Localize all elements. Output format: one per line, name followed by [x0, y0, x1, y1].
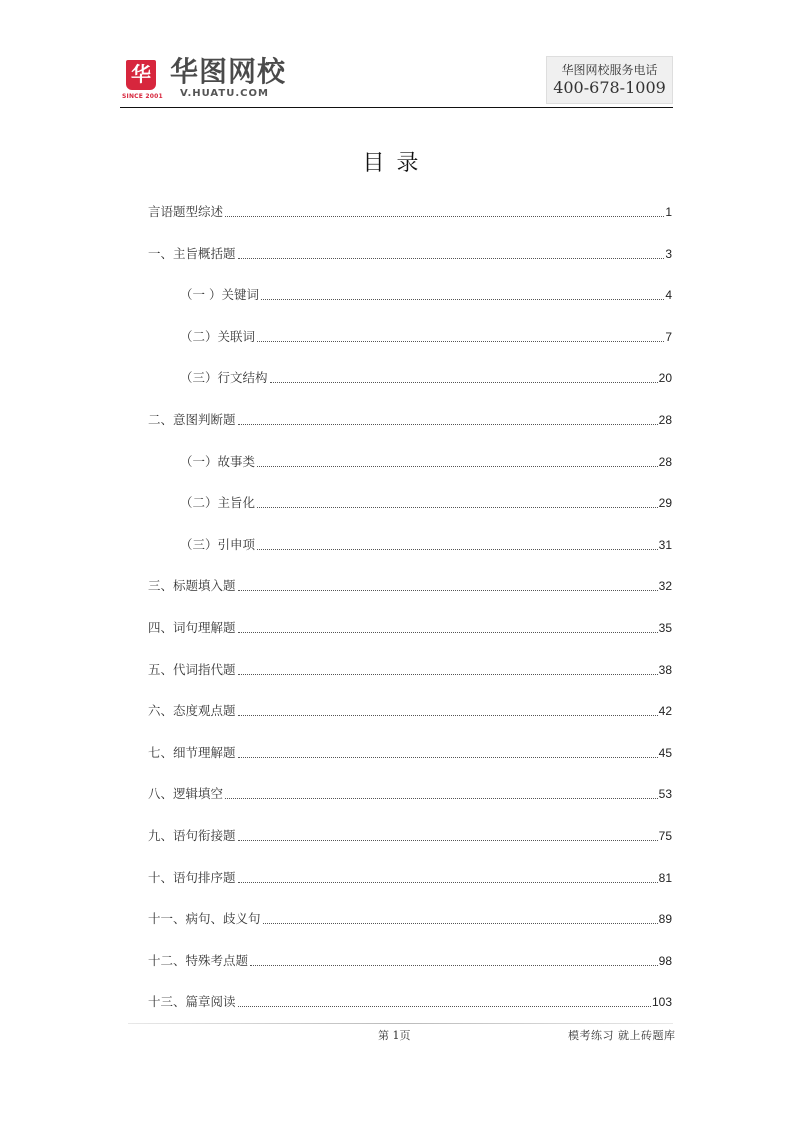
toc-entry-page: 103	[651, 995, 672, 1010]
toc-dot-leader	[238, 744, 658, 758]
toc-entry-label: 八、逻辑填空	[148, 786, 224, 802]
toc-entry-label: （一 ）关键词	[180, 287, 259, 303]
toc-dot-leader	[270, 369, 658, 383]
huatu-logo-icon	[126, 60, 156, 90]
toc-entry-page: 45	[658, 745, 672, 760]
footer-slogan: 模考练习 就上砖题库	[568, 1029, 676, 1042]
toc-dot-leader	[238, 245, 665, 259]
toc-entry-label: （一）故事类	[180, 453, 256, 469]
toc-entry-page: 20	[658, 371, 672, 386]
toc-dot-leader	[238, 577, 658, 591]
toc-entry-page: 31	[658, 537, 672, 552]
toc-dot-leader	[238, 869, 658, 883]
toc-entry-label: 三、标题填入题	[148, 578, 236, 594]
toc-dot-leader	[225, 203, 664, 217]
toc-dot-leader	[261, 286, 664, 300]
toc-dot-leader	[257, 453, 658, 467]
toc-entry-page: 89	[658, 912, 672, 927]
toc-entry[interactable]	[148, 661, 672, 703]
toc-dot-leader	[257, 536, 658, 550]
brand-url: V.HUATU.COM	[180, 88, 269, 99]
toc-dot-leader	[257, 494, 658, 508]
toc-entry-page: 7	[665, 329, 672, 344]
brand-name: 华图网校	[170, 55, 287, 88]
table-of-contents	[148, 203, 672, 1035]
toc-entry[interactable]	[148, 702, 672, 744]
toc-entry[interactable]	[148, 453, 672, 495]
toc-entry-page: 53	[658, 787, 672, 802]
toc-entry-page: 1	[665, 205, 672, 219]
page-title: 目录	[362, 151, 431, 176]
hotline-label: 华图网校服务电话	[561, 63, 658, 77]
toc-dot-leader	[263, 910, 658, 924]
logo-glyph: 华	[131, 62, 151, 86]
toc-entry-label: 九、语句衔接题	[148, 827, 236, 843]
toc-entry-page: 32	[658, 579, 672, 594]
toc-entry[interactable]	[148, 619, 672, 661]
toc-dot-leader	[238, 619, 658, 633]
toc-entry-page: 29	[658, 496, 672, 511]
toc-dot-leader	[238, 827, 658, 841]
toc-entry[interactable]	[148, 577, 672, 619]
toc-entry-page: 35	[658, 620, 672, 635]
toc-dot-leader	[238, 661, 658, 675]
toc-entry[interactable]	[148, 328, 672, 370]
toc-entry-label: 十、语句排序题	[148, 869, 236, 885]
page-header	[120, 52, 673, 108]
toc-entry-label: 七、细节理解题	[148, 744, 236, 760]
toc-entry-page: 3	[665, 246, 672, 261]
toc-entry-label: 一、主旨概括题	[148, 245, 236, 261]
toc-entry[interactable]	[148, 827, 672, 869]
footer-divider	[128, 1023, 673, 1024]
toc-entry-page: 28	[658, 412, 672, 427]
toc-entry-label: （二）主旨化	[180, 495, 256, 511]
toc-entry[interactable]	[148, 744, 672, 786]
toc-dot-leader	[238, 702, 658, 716]
toc-entry-label: 二、意图判断题	[148, 411, 236, 427]
toc-entry-label: （三）引申项	[180, 536, 256, 552]
toc-entry-page: 28	[658, 454, 672, 469]
toc-entry-page: 98	[658, 953, 672, 968]
toc-entry-label: 十二、特殊考点题	[148, 952, 249, 968]
toc-entry[interactable]	[148, 910, 672, 952]
toc-entry[interactable]	[148, 369, 672, 411]
toc-entry[interactable]	[148, 245, 672, 287]
hotline-phone: 400-678-1009	[553, 78, 666, 97]
toc-entry-label: 五、代词指代题	[148, 661, 236, 677]
toc-dot-leader	[225, 785, 658, 799]
toc-entry-page: 81	[658, 870, 672, 885]
toc-entry[interactable]	[148, 494, 672, 536]
hotline-box	[546, 56, 673, 104]
toc-entry-label: （三）行文结构	[180, 370, 268, 386]
toc-entry[interactable]	[148, 869, 672, 911]
toc-entry-page: 4	[665, 288, 672, 303]
toc-entry[interactable]	[148, 411, 672, 453]
toc-dot-leader	[257, 328, 664, 342]
footer-page-number: 第 1页	[378, 1029, 411, 1042]
toc-dot-leader	[238, 993, 651, 1007]
toc-entry[interactable]	[148, 286, 672, 328]
toc-entry-label: 十一、病句、歧义句	[148, 911, 261, 927]
toc-entry-page: 38	[658, 662, 672, 677]
toc-entry-label: 十三、篇章阅读	[148, 994, 236, 1010]
toc-entry[interactable]	[148, 785, 672, 827]
toc-entry[interactable]	[148, 952, 672, 994]
toc-entry-label: 言语题型综述	[148, 204, 224, 219]
toc-entry-label: 四、词句理解题	[148, 619, 236, 635]
logo-since-text: SINCE 2001	[122, 93, 163, 100]
toc-entry-label: （二）关联词	[180, 328, 256, 344]
toc-entry-page: 75	[658, 828, 672, 843]
toc-entry[interactable]	[148, 203, 672, 245]
toc-entry-page: 42	[658, 704, 672, 719]
header-divider	[120, 107, 673, 108]
toc-dot-leader	[238, 411, 658, 425]
toc-entry[interactable]	[148, 536, 672, 578]
toc-entry-label: 六、态度观点题	[148, 703, 236, 719]
toc-dot-leader	[250, 952, 658, 966]
